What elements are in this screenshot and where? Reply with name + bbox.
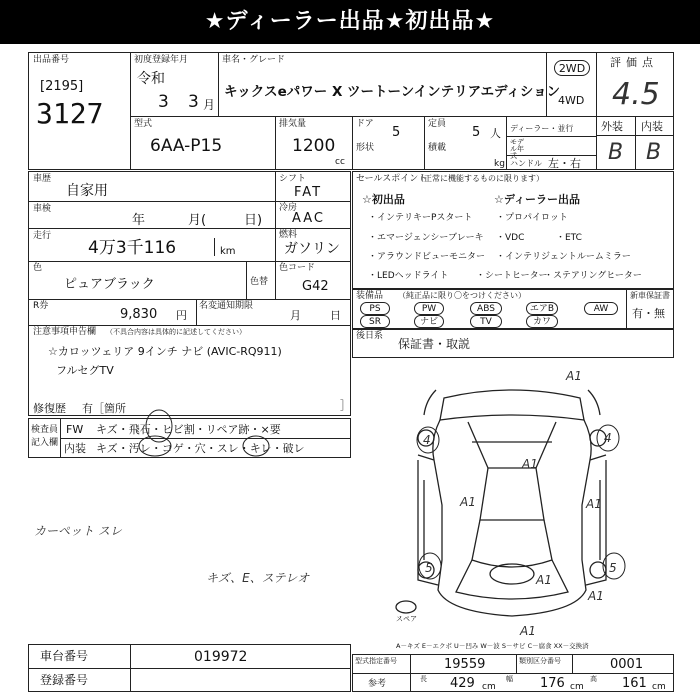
reg-month-unit: 月: [203, 98, 216, 112]
spare-label: スペア: [396, 615, 417, 623]
repair-value: 有［箇所: [82, 402, 126, 415]
size-length: 429: [450, 676, 475, 691]
equip-item: ナビ: [414, 315, 444, 328]
reg-year: 3: [158, 92, 169, 112]
sales-item: ・インテリキーPスタート: [368, 213, 473, 223]
color-code: G42: [302, 279, 329, 294]
score-label: 評価点: [610, 56, 658, 69]
size-height-label: 高: [590, 675, 597, 683]
damage-mark: A1: [586, 497, 602, 511]
inspect-day: 日): [244, 213, 263, 228]
sales-item: ・アラウンドビューモニター: [368, 252, 486, 262]
hand-note-1: カーペット スレ: [34, 524, 122, 538]
damage-mark: A1: [460, 495, 476, 509]
reg-month: 3: [188, 92, 199, 112]
damage-mark: A1: [522, 457, 538, 471]
color-label: 色: [33, 263, 43, 273]
mileage-value: 4万3千116: [88, 238, 177, 258]
equip-item: SR: [360, 315, 390, 328]
notes-line1: ☆カロッツェリア 9インチ ナビ (AVIC-RQ911): [48, 345, 282, 358]
checker-fw: キズ・飛石・ヒビ割・リペア跡・×要: [96, 423, 281, 436]
score-int: B: [646, 140, 662, 165]
handle-label: ハンドル: [510, 159, 542, 168]
chassis-label: 車台番号: [40, 649, 89, 663]
model-value: 6AA-P15: [150, 136, 223, 156]
handle-value: 左・右: [548, 157, 581, 170]
use-value: 自家用: [66, 183, 108, 199]
size-unit-h: cm: [652, 682, 666, 692]
color-code-label: 色コード: [279, 263, 316, 273]
chassis-value: 019972: [194, 649, 248, 665]
modelyear-label: モデル年式: [510, 138, 524, 160]
color-change-label: 色替: [250, 277, 269, 287]
newcar-value: 有・無: [632, 307, 665, 320]
sales-item: ☆初出品: [362, 193, 405, 206]
notes-line2: フルセグTV: [56, 364, 114, 377]
color-value: ピュアブラック: [64, 277, 155, 292]
shape-label: 形状: [356, 143, 375, 153]
sales-item: ・シートヒーター: [476, 271, 548, 281]
cc-value: 1200: [292, 136, 336, 156]
checker-in: キズ・汚レ・コゲ・穴・スレ・キレ・破レ: [96, 442, 305, 455]
inspect-label: 車検: [33, 204, 52, 214]
class-value: 0001: [610, 657, 644, 672]
equip-item: PW: [414, 302, 444, 315]
car-damage-diagram: [352, 360, 674, 640]
damage-mark: 5: [425, 561, 433, 575]
sales-item: ・インテリジェントルームミラー: [496, 252, 631, 262]
handwritten-circles: [28, 400, 358, 460]
damage-mark: 4: [423, 433, 431, 447]
score-ext-label: 外装: [601, 120, 623, 133]
repair-close: ］: [340, 399, 351, 412]
after-value: 保証書・取説: [398, 337, 471, 351]
typeno-value: 19559: [444, 657, 486, 672]
damage-mark: A1: [588, 589, 604, 603]
dealer-label: ディーラー・並行: [510, 124, 574, 133]
size-label: 参考: [368, 679, 387, 689]
ac-value: AAC: [292, 211, 325, 226]
doors-value: 5: [392, 125, 401, 140]
damage-mark: A1: [536, 573, 552, 587]
reg-label: 初度登録年月: [134, 55, 189, 65]
notice-month: 月: [290, 309, 301, 322]
checker-fw-label: FW: [66, 423, 84, 436]
notes-sub: （不具合内容は具体的に記述してください）: [106, 328, 246, 336]
inspect-month: 月(: [188, 213, 207, 228]
mileage-label: 走行: [33, 231, 52, 241]
score-int-label: 内装: [641, 120, 663, 133]
size-unit-l: cm: [482, 682, 496, 692]
equip-item: PS: [360, 302, 390, 315]
drive-4wd: 4WD: [558, 94, 585, 107]
equip-item: TV: [470, 315, 502, 328]
typeno-label: 型式指定番号: [355, 657, 397, 665]
lot-sub-number: [2195]: [40, 79, 84, 94]
car-label: 車名・グレード: [222, 55, 286, 65]
lot-number: 3127: [36, 97, 104, 130]
fuel-value: ガソリン: [284, 241, 340, 257]
inspect-year: 年: [132, 213, 146, 228]
cc-label: 排気量: [279, 119, 307, 129]
mileage-unit: km: [220, 246, 236, 257]
equip-label: 装備品: [356, 291, 384, 301]
size-length-label: 長: [420, 675, 427, 683]
score-ext: B: [608, 140, 624, 165]
damage-mark: A1: [520, 624, 536, 638]
sales-item: ・プロパイロット: [496, 213, 568, 223]
damage-mark: A1: [566, 369, 582, 383]
equip-item: AW: [584, 302, 618, 315]
page-banner: ★ディーラー出品★初出品★: [0, 0, 700, 44]
cap-value: 5: [472, 125, 481, 140]
shift-label: シフト: [279, 174, 307, 184]
recycle-unit: 円: [176, 309, 187, 322]
ac-label: 冷房: [279, 203, 298, 213]
repair-label: 修復歴: [33, 402, 66, 415]
checker-label: 検査員記入欄: [31, 425, 59, 448]
load-unit: kg: [494, 159, 505, 169]
damage-mark: 5: [609, 561, 617, 575]
damage-mark: 4: [604, 431, 612, 445]
doors-label: ドア: [356, 119, 374, 129]
cc-unit: cc: [335, 157, 345, 167]
fuel-label: 燃料: [279, 230, 298, 240]
score-value: 4.5: [612, 77, 660, 112]
diagram-legend: A－キズ E－エクボ U－凹み W－波 S－サビ C－腐食 XX－交換済: [396, 642, 589, 650]
recycle-value: 9,830: [120, 307, 158, 322]
sales-label: セールスポイント: [356, 174, 428, 184]
sales-sub: （正常に機能するものに限ります）: [416, 174, 544, 183]
reg-era: 令和: [137, 71, 165, 87]
equip-item: ABS: [470, 302, 502, 315]
after-label: 後日系: [356, 331, 384, 341]
size-width-label: 幅: [506, 675, 513, 683]
notice-day: 日: [330, 309, 341, 322]
hand-note-2: キズ、E、ステレオ: [206, 571, 310, 585]
notice-label: 名変通知期限: [199, 301, 254, 311]
sales-item: ・ETC: [556, 233, 582, 243]
size-width: 176: [540, 676, 565, 691]
size-height: 161: [622, 676, 647, 691]
shift-value: FAT: [294, 185, 323, 200]
sales-item: ☆ディーラー出品: [494, 193, 580, 206]
sales-item: ・VDC: [496, 233, 525, 243]
model-label: 型式: [134, 119, 153, 129]
sales-item: ・LEDヘッドライト: [368, 271, 449, 281]
cap-unit: 人: [490, 127, 501, 140]
newcar-label: 新車保証書: [630, 291, 670, 300]
regno-label: 登録番号: [40, 673, 89, 687]
equip-item: エアB: [526, 302, 558, 315]
checker-in-label: 内装: [64, 442, 86, 455]
equip-item: カワ: [526, 315, 558, 328]
use-label: 車歴: [33, 174, 52, 184]
load-label: 積載: [428, 143, 447, 153]
size-unit-w: cm: [570, 682, 584, 692]
recycle-label: R券: [33, 301, 49, 311]
drive-2wd-circled: 2WD: [554, 60, 590, 76]
equip-sub: （純正品に限り〇をつけください）: [398, 291, 526, 300]
class-label: 類別区分番号: [519, 657, 561, 665]
cap-label: 定員: [428, 119, 447, 129]
sales-item: ・エマージェンシーブレーキ: [368, 233, 484, 243]
sales-item: ・ステアリングヒーター: [544, 271, 642, 281]
lot-label: 出品番号: [33, 55, 70, 65]
car-name: キックスeパワー X ツートーンインテリアエディション: [224, 84, 561, 100]
notes-label: 注意事項申告欄: [33, 327, 97, 337]
